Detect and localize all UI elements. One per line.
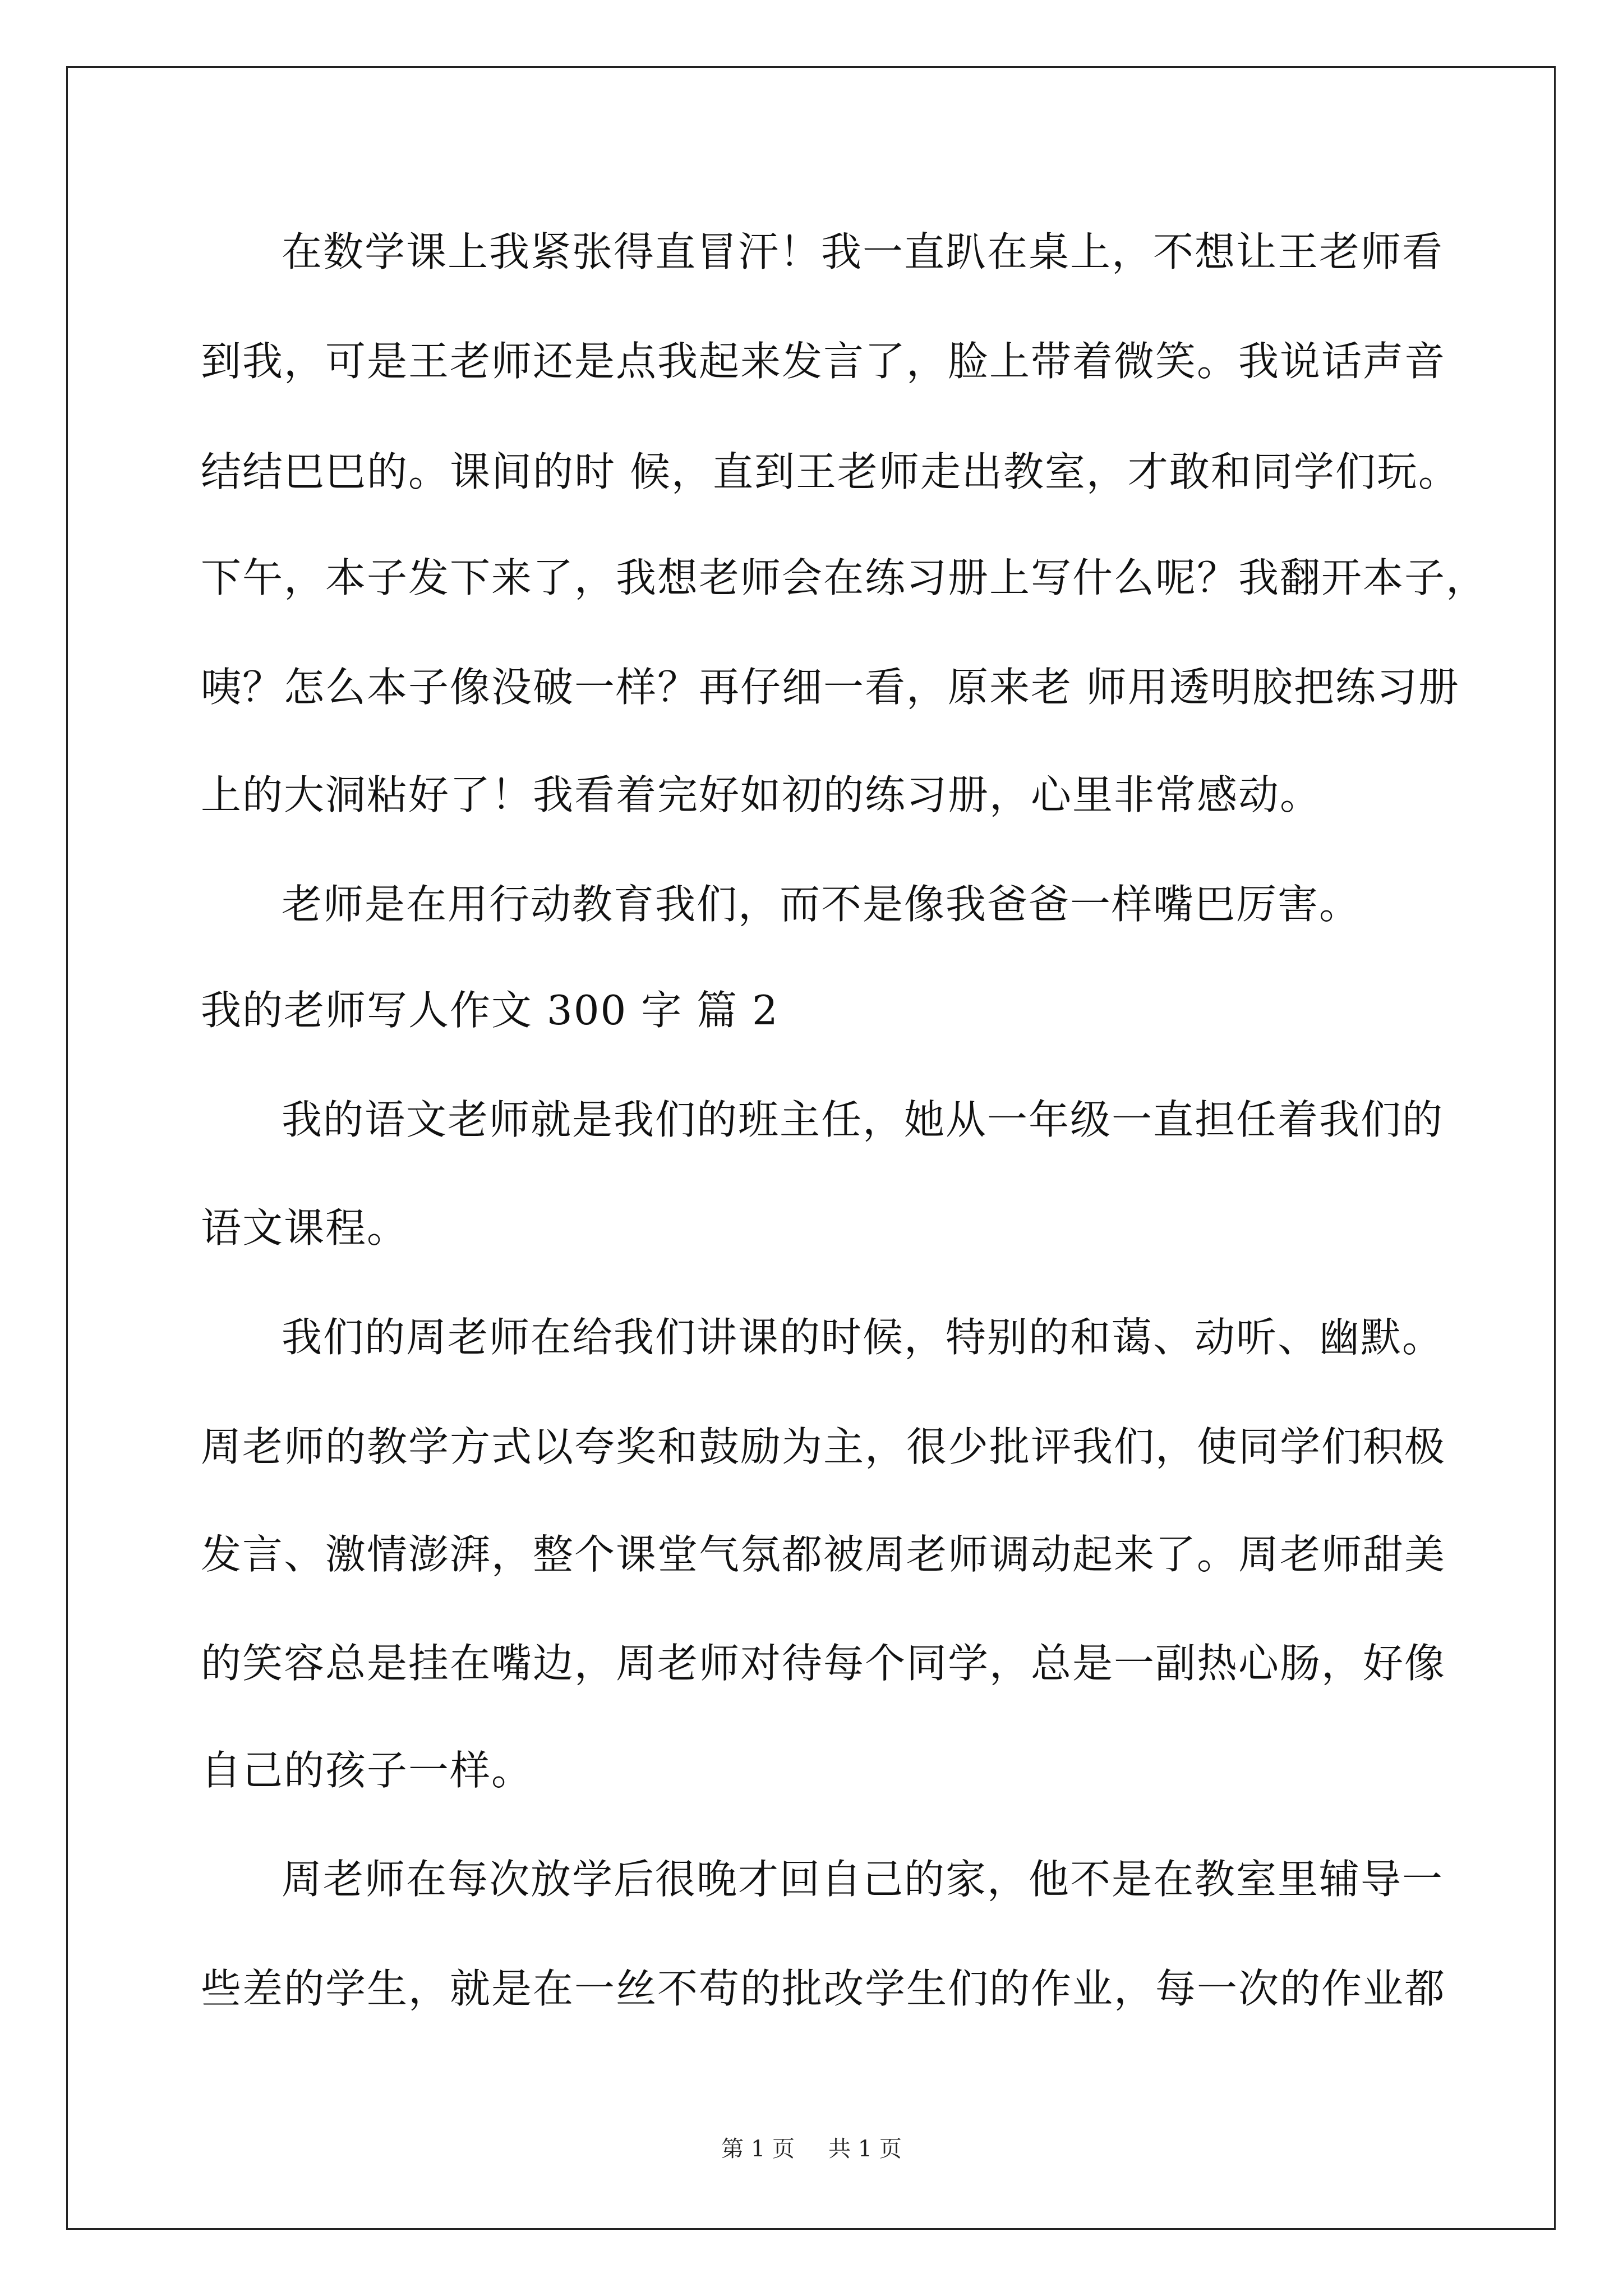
page-footer (0, 2135, 1623, 2163)
text-line: 语文课程。 (201, 1204, 409, 1251)
section-heading: 我的老师写人作文 300 字 篇 2 (201, 987, 779, 1034)
text-line: 自己的孩子一样。 (201, 1747, 533, 1794)
page-border (66, 66, 1556, 2230)
text-line: 到我，可是王老师还是点我起来发言了，脸上带着微笑。我说话声音 (201, 338, 1446, 385)
text-line: 发言、激情澎湃，整个课堂气氛都被周老师调动起来了。周老师甜美 (201, 1531, 1446, 1578)
page-number: 第 1 页 (721, 2136, 795, 2162)
text-line: 咦？怎么本子像没破一样？再仔细一看，原来老 师用透明胶把练习册 (201, 664, 1460, 711)
page-total: 共 1 页 (828, 2136, 902, 2162)
text-line: 的笑容总是挂在嘴边，周老师对待每个同学，总是一副热心肠，好像 (201, 1640, 1446, 1687)
text-line: 下午，本子发下来了，我想老师会在练习册上写什么呢？我翻开本子， (201, 554, 1488, 601)
text-line: 周老师在每次放学后很晚才回自己的家，他不是在教室里辅导一 (282, 1856, 1444, 1903)
text-line: 我的语文老师就是我们的班主任，她从一年级一直担任着我们的 (282, 1096, 1444, 1143)
text-line: 上的大洞粘好了！我看着完好如初的练习册，心里非常感动。 (201, 771, 1322, 818)
text-line: 些差的学生，就是在一丝不苟的批改学生们的作业，每一次的作业都 (201, 1965, 1446, 2012)
text-line: 周老师的教学方式以夸奖和鼓励为主，很少批评我们，使同学们积极 (201, 1423, 1446, 1470)
text-line: 在数学课上我紧张得直冒汗！我一直趴在桌上，不想让王老师看 (282, 228, 1444, 275)
text-line: 老师是在用行动教育我们，而不是像我爸爸一样嘴巴厉害。 (282, 881, 1361, 928)
text-line: 我们的周老师在给我们讲课的时候，特别的和蔼、动听、幽默。 (282, 1314, 1444, 1361)
text-line: 结结巴巴的。课间的时 候，直到王老师走出教室，才敢和同学们玩。 (201, 448, 1460, 495)
